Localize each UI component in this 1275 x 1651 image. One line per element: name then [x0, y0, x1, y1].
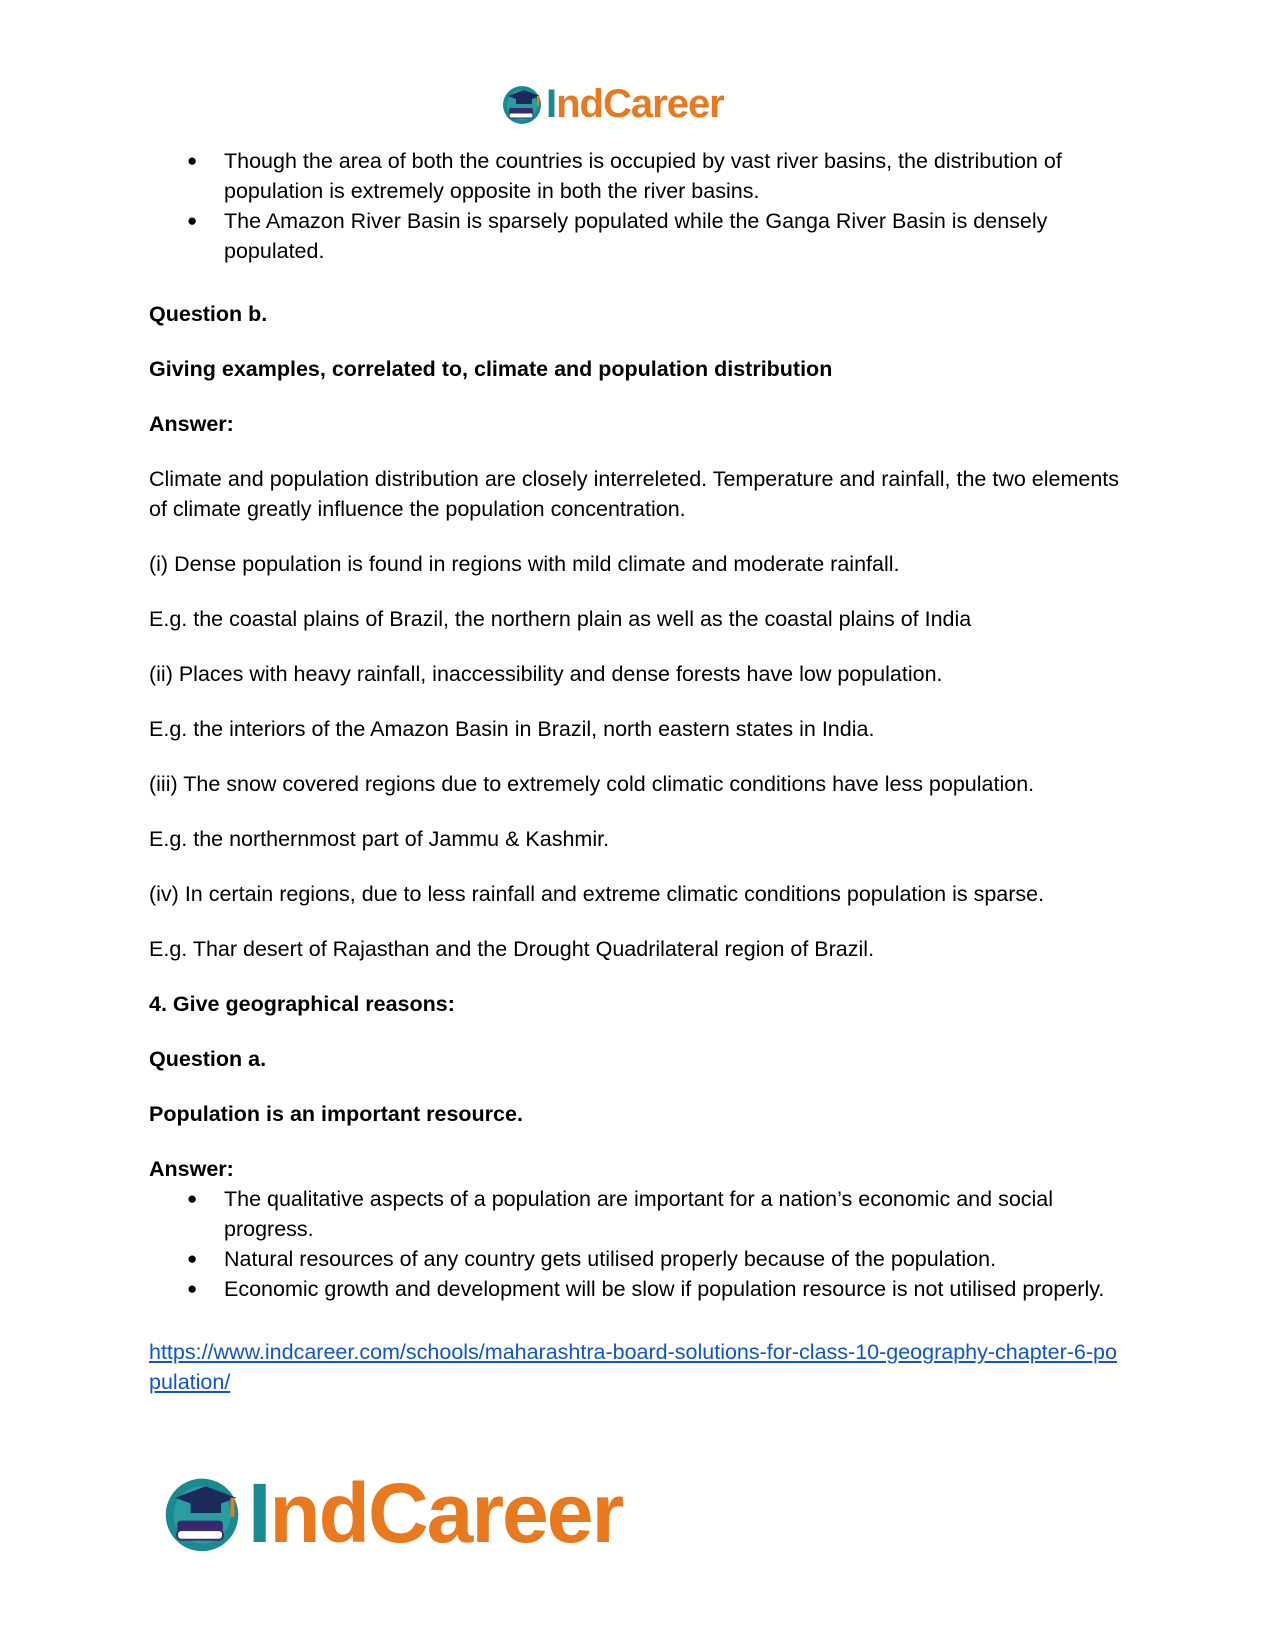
list-item: ● Natural resources of any country gets utilised properly because of the population.: [149, 1244, 1129, 1274]
answer-label: Answer:: [149, 1157, 234, 1181]
list-item: ● Though the area of both the countries is occupied by vast river basins, the distribution of population is extremely opposite in both the river basins.: [149, 146, 1129, 206]
indcareer-logo-top: [500, 80, 724, 128]
paragraph: (iii) The snow covered regions due to extremely cold climatic conditions have less population.: [149, 772, 1035, 796]
source-link[interactable]: https://www.indcareer.com/schools/maharashtra-board-solutions-for-class-10-geography-chapter-6-population/: [149, 1340, 1117, 1394]
paragraph: (i) Dense population is found in regions with mild climate and moderate rainfall.: [149, 552, 900, 576]
list-item: ● Economic growth and development will be slow if population resource is not utilised properly.: [149, 1274, 1129, 1304]
paragraph: (iv) In certain regions, due to less rainfall and extreme climatic conditions population is sparse.: [149, 882, 1045, 906]
paragraph: E.g. the coastal plains of Brazil, the northern plain as well as the coastal plains of India: [149, 607, 972, 631]
answer-label: Answer:: [149, 412, 234, 436]
section-heading: 4. Give geographical reasons:: [149, 992, 455, 1016]
paragraph: E.g. the interiors of the Amazon Basin in Brazil, north eastern states in India.: [149, 717, 875, 741]
list-item: ● The qualitative aspects of a population are important for a nation’s economic and social progress.: [149, 1184, 1129, 1244]
question-text: Population is an important resource.: [149, 1102, 523, 1126]
question-text: Giving examples, correlated to, climate and population distribution: [149, 357, 833, 381]
bullet-list-answer: [149, 1184, 1129, 1304]
question-label: Question b.: [149, 302, 268, 326]
graduation-globe-icon: [160, 1471, 244, 1555]
bullet-list-top: [149, 146, 1129, 266]
document-body: [149, 146, 1129, 1397]
logo-wordmark: IndCareer: [248, 1465, 623, 1560]
graduation-globe-icon: [500, 82, 544, 126]
paragraph: (ii) Places with heavy rainfall, inaccessibility and dense forests have low population.: [149, 662, 943, 686]
indcareer-logo-bottom: [160, 1465, 623, 1560]
paragraph: Climate and population distribution are closely interreleted. Temperature and rainfall, the two elements of climate greatly influence the population concentration.: [149, 467, 1120, 521]
paragraph: E.g. Thar desert of Rajasthan and the Drought Quadrilateral region of Brazil.: [149, 937, 875, 961]
logo-wordmark: IndCareer: [546, 81, 724, 126]
list-item: ● The Amazon River Basin is sparsely populated while the Ganga River Basin is densely populated.: [149, 206, 1129, 266]
paragraph: E.g. the northernmost part of Jammu & Kashmir.: [149, 827, 610, 851]
question-label: Question a.: [149, 1047, 267, 1071]
